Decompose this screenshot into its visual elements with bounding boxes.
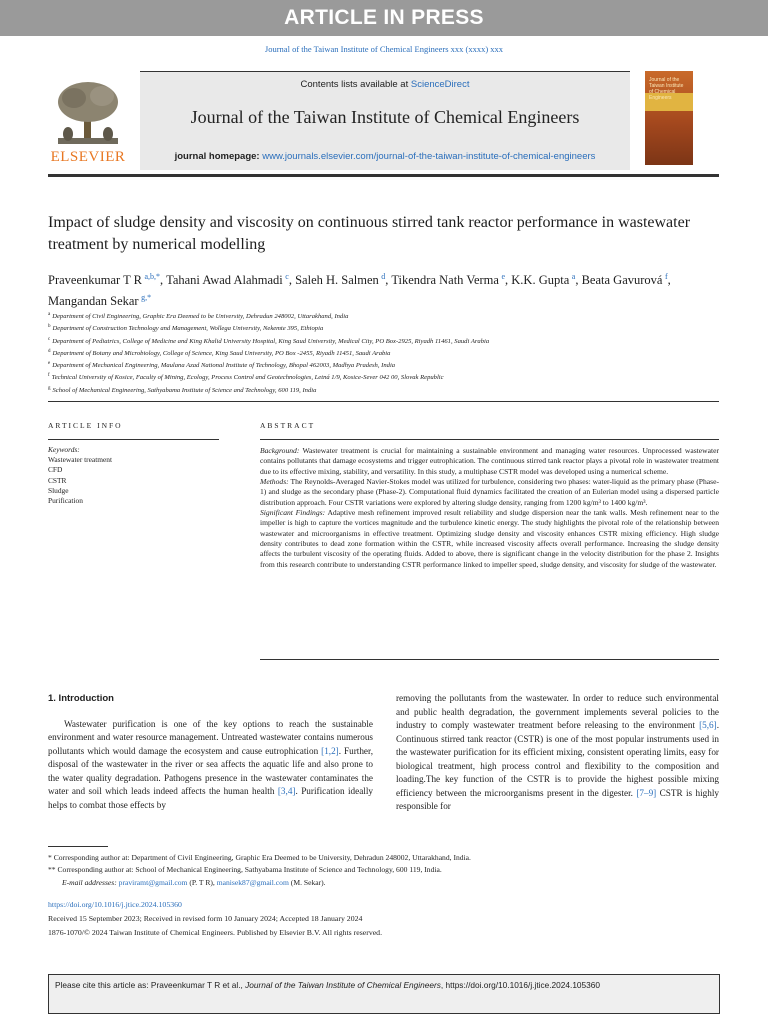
- affiliation-key: b: [48, 324, 51, 330]
- copyright-line: 1876-1070/© 2024 Taiwan Institute of Chemical Engineers. Published by Elsevier B.V. All rights reserved.: [48, 928, 383, 937]
- email-addresses: [48, 877, 728, 889]
- affiliation-text: School of Mechanical Engineering, Sathyabama Institute of Science and Technology, 600 119, India: [52, 386, 317, 394]
- homepage-link[interactable]: www.journals.elsevier.com/journal-of-the-taiwan-institute-of-chemical-engineers: [262, 151, 596, 162]
- citation-link[interactable]: [7–9]: [636, 787, 657, 798]
- abstract-heading: ABSTRACT: [260, 421, 316, 430]
- abstract-text: [260, 446, 719, 570]
- citation-link[interactable]: [3,4]: [277, 786, 296, 796]
- author[interactable]: [511, 273, 575, 287]
- author-affiliation-marker[interactable]: c: [285, 272, 289, 281]
- keyword: CSTR: [48, 475, 67, 485]
- keywords-label: Keywords:: [48, 445, 80, 454]
- author-name: K.K. Gupta: [511, 273, 570, 288]
- citation-box: [48, 974, 720, 1014]
- abstract-methods: [260, 477, 719, 508]
- findings-text: Adaptive mesh refinement improved result reliability and sludge dispersion near the tank walls. Mesh refinement near to the impeller is high to capture the vortices magnitude and the turbulence kinetic energy. The study highlights the pivotal role of the relationship between wastewater and microorganisms in effective treatment. Optimizing sludge density and viscosity enhances CSTR mixing efficiency. High sludge density contributes to dead zone formation within the CSTR, while increased viscosity affects overall performance. Increasing the sludge density affects the turbulent viscosity of the operating fluids. Added to above, there is significant change in the velocity distribution for the phase 2. Insights from this research contribute to understanding CSTR performance linked to impeller speed, sludge density, and viscosity for sludge of the wastewater.: [260, 508, 719, 569]
- homepage-label: journal homepage:: [174, 151, 260, 162]
- abstract-sub-rule: [260, 439, 719, 440]
- keyword-list: [48, 455, 218, 506]
- journal-homepage-line: [140, 151, 630, 162]
- keyword: Sludge: [48, 485, 69, 495]
- footnotes: [48, 852, 728, 889]
- affiliation-key: g: [48, 385, 51, 391]
- abstract-background: [260, 446, 719, 477]
- affiliation-key: d: [48, 348, 51, 354]
- citation-link[interactable]: [1,2]: [321, 745, 339, 756]
- affiliation-text: Department of Mechanical Engineering, Maulana Azad National Institute of Technology, Bhopal 462003, Madhya Pradesh, India: [52, 362, 396, 370]
- cite-doi[interactable]: , https://doi.org/10.1016/j.jtice.2024.105360: [440, 980, 600, 990]
- background-text: Wastewater treatment is crucial for maintaining a sustainable environment and managing water resources. Unprocessed wastewater contains pollutants that damage ecosystems and trigger eutrophication. The continuous stirred tank reactor plays a pivotal role in wastewater treatment due to its effective mixing, stability, and versatility. In this study, a multiphase CSTR model was developed using a numerical scheme.: [260, 446, 720, 476]
- footnote-rule: [48, 846, 108, 847]
- affiliation: [48, 322, 728, 334]
- intro-text: CSTR is highly responsible for: [396, 787, 719, 811]
- elsevier-tree-icon: [48, 76, 128, 148]
- methods-text: The Reynolds-Averaged Navier-Stokes model was utilized for turbulence, considering two phases: water-liquid as the primary phase (Phase-1) and sludge as the secondary phase (Phase-2). Computational fluid dynamics facilitated the creation of an Eulerian model using a dispersed particle distribution approach. Four CSTR variations were explored by altering sludge density, ranging from 1200 kg/m³ to 1400 kg/m³.: [260, 477, 720, 507]
- intro-text: . Further, disposal of the wastewater in the river or sea affects the aquatic life and also prone to the water quality degradation. Pathogens presence in the wastewater contaminates the water and soil which leads indeed affects the human health: [48, 745, 373, 796]
- info-top-rule: [48, 401, 719, 402]
- affiliation-text: Department of Pediatrics, College of Medicine and King Khalid University Hospital, King Saud University, Medical City, PO Box-2925, Riyadh 11461, Saudi Arabia: [52, 337, 490, 345]
- body-left-column: [48, 692, 373, 812]
- info-sub-rule: [48, 439, 219, 440]
- affiliation: [48, 310, 728, 322]
- background-label: Background:: [260, 446, 300, 455]
- keywords-block: [48, 445, 218, 506]
- cite-journal: Journal of the Taiwan Institute of Chemical Engineers: [245, 980, 441, 990]
- contents-line: [140, 79, 630, 90]
- sciencedirect-link[interactable]: ScienceDirect: [410, 79, 470, 90]
- publisher-name: ELSEVIER: [50, 149, 126, 165]
- author-name: Praveenkumar T R: [48, 273, 142, 288]
- contents-prefix: Contents lists available at: [300, 79, 411, 90]
- paper-title: Impact of sludge density and viscosity on continuous stirred tank reactor performance in wastewater treatment by numerical modelling: [48, 214, 691, 253]
- intro-paragraph-left: [48, 718, 373, 813]
- body-right-column: [396, 692, 719, 814]
- article-in-press-banner: ARTICLE IN PRESS: [0, 0, 768, 36]
- author-affiliation-marker[interactable]: a,b,*: [144, 272, 161, 281]
- intro-text: removing the pollutants from the wastewater. In order to reduce such environmental and public health degradation, the government implements several policies to the industry to comply wastewater treatment before releasing to the environment: [396, 693, 719, 730]
- email-owner: (M. Sekar).: [288, 877, 326, 887]
- doi-link[interactable]: https://doi.org/10.1016/j.jtice.2024.105360: [48, 900, 182, 909]
- elsevier-logo: [48, 76, 128, 168]
- author-name: Beata Gavurová: [581, 273, 663, 288]
- abstract-bottom-rule: [260, 659, 719, 660]
- affiliation-text: Department of Civil Engineering, Graphic Era Deemed to be University, Dehradun 248002, Uttarakhand, India: [52, 313, 349, 321]
- affiliation: [48, 359, 728, 371]
- affiliation-key: f: [48, 373, 50, 379]
- publication-info: [48, 898, 728, 940]
- author-name: Mangandan Sekar: [48, 294, 139, 309]
- author-name: Tahani Awad Alahmadi: [166, 273, 283, 288]
- author-affiliation-marker[interactable]: g,*: [141, 293, 152, 303]
- cite-prefix: Please cite this article as: Praveenkumar T R et al.,: [55, 980, 246, 990]
- author-affiliation-marker[interactable]: f: [664, 272, 668, 281]
- email-label: E-mail addresses:: [62, 877, 117, 887]
- affiliation-key: c: [48, 336, 51, 342]
- introduction-heading: 1. Introduction: [48, 693, 114, 704]
- author-name: Saleh H. Salmen: [295, 273, 379, 288]
- author-affiliation-marker[interactable]: e: [501, 272, 506, 281]
- abstract-findings: [260, 508, 719, 570]
- author-list: Praveenkumar T R $^{a,b,*}$, Tahani Awad Alahmadi $^c$, Saleh H. Salmen $^d$, Tikendra Nath Verma $^e$, K.K. Gupta $^a$, Beata Gavurová $^f$, Mangandan Sekar $^{g,*}$: [48, 272, 671, 309]
- corresponding-author-2: ** Corresponding author at: School of Mechanical Engineering, Sathyabama Institute of Science and Technology, 600 119, India.: [48, 865, 442, 875]
- findings-label: Significant Findings:: [260, 508, 326, 518]
- affiliation: [48, 335, 728, 347]
- intro-text: Wastewater purification is one of the key options to reach the sustainable environment and water resource management. Untreated wastewater contains numerous pollutants which would damage the ecosystem and cause eutrophication: [48, 718, 373, 756]
- keyword: Purification: [48, 496, 83, 506]
- affiliation-text: Department of Botany and Microbiology, College of Science, King Saud University, PO Box -2455, Riyadh 11451, Saudi Arabia: [52, 350, 391, 358]
- journal-cover-thumbnail[interactable]: [645, 71, 693, 165]
- affiliation: [48, 384, 728, 396]
- methods-label: Methods:: [260, 477, 289, 487]
- author[interactable]: [295, 273, 385, 287]
- affiliation-list: [48, 310, 728, 396]
- affiliation: [48, 347, 728, 359]
- author-name: Tikendra Nath Verma: [391, 273, 499, 288]
- received-dates: Received 15 September 2023; Received in revised form 10 January 2024; Accepted 18 January 2024: [48, 914, 363, 923]
- author-affiliation-marker[interactable]: d: [381, 272, 386, 281]
- author[interactable]: [166, 273, 289, 287]
- masthead-bottom-rule: [48, 174, 719, 177]
- intro-paragraph-right: [396, 692, 719, 814]
- author-affiliation-marker[interactable]: a: [571, 272, 576, 281]
- affiliation-text: Department of Construction Technology and Management, Wollega University, Nekemte 395, Ethiopia: [52, 325, 324, 333]
- affiliation-text: Technical University of Kosice, Faculty of Mining, Ecology, Process Control and Geotechnologies, Letná 1/9, Kosice-Sever 042 00, Slovak Republic: [51, 374, 444, 382]
- email-link[interactable]: praviramt@gmail.com: [118, 877, 188, 887]
- keyword: Wastewater treatment: [48, 455, 113, 465]
- email-link[interactable]: manisek87@gmail.com: [216, 877, 289, 887]
- keyword: CFD: [48, 465, 63, 475]
- journal-title: Journal of the Taiwan Institute of Chemical Engineers: [190, 107, 580, 127]
- intro-text: . Continuous stirred tank reactor (CSTR) is one of the most popular instruments used in the wastewater purification for its efficient mixing, consistent operating limits, easy for biological treatment, high process control and flexibility to the composition and loading.The key function of the CSTR is to provide the highest possible mixing efficiency between the microorganisms present in the digester.: [396, 720, 719, 798]
- author[interactable]: [582, 273, 668, 287]
- affiliation-key: a: [48, 312, 51, 317]
- intro-text: . Purification ideally helps to combat those effects by: [48, 786, 373, 810]
- article-info-heading: ARTICLE INFO: [48, 421, 123, 430]
- author[interactable]: [391, 273, 505, 287]
- author[interactable]: [48, 273, 160, 287]
- affiliation: [48, 371, 728, 383]
- email-owner: (P. T R),: [187, 877, 217, 887]
- corresponding-author-1: * Corresponding author at: Department of Civil Engineering, Graphic Era Deemed to be University, Dehradun 248002, Uttarakhand, India.: [48, 853, 471, 862]
- author[interactable]: [48, 294, 151, 308]
- citation-link[interactable]: [5,6]: [699, 720, 717, 730]
- cover-title: Journal of the Taiwan Institute of Chemical Engineers: [649, 77, 684, 101]
- journal-reference-link[interactable]: Journal of the Taiwan Institute of Chemical Engineers xxx (xxxx) xxx: [264, 44, 504, 54]
- affiliation-key: e: [48, 361, 51, 367]
